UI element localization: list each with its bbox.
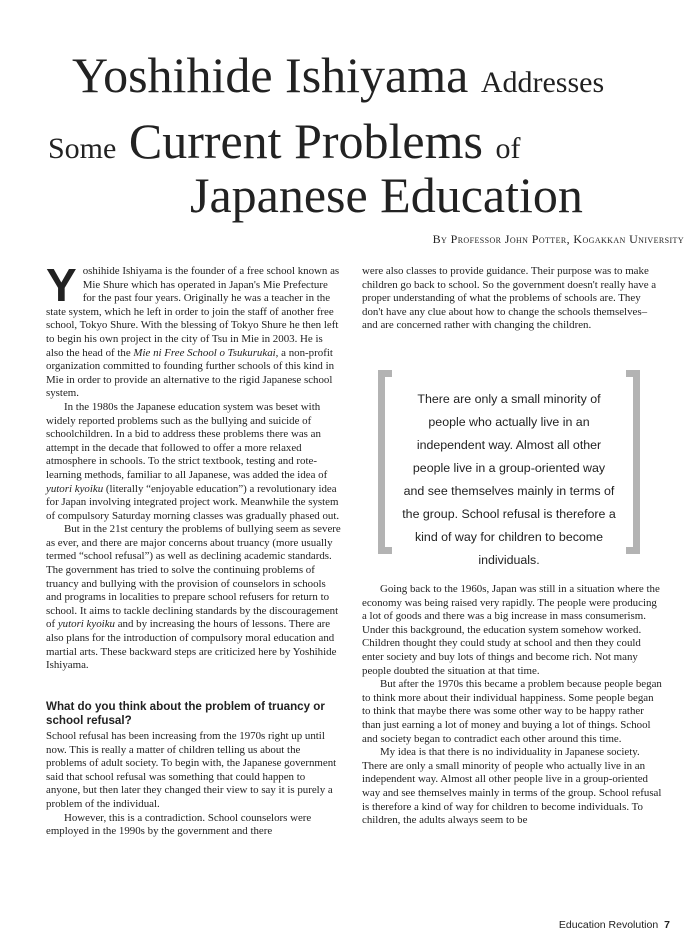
paragraph-individuality: My idea is that there is no individuality in Japanese society. There are only a small minority of people who actually live in an independent way. Almost all other people live in a group-oriented way and see themselves mainly in terms of the group. School refusal is therefore a kind of way for children to become individuals. To children, the adults always seem to be: [362, 746, 662, 827]
right-column-top: [362, 265, 662, 333]
interview-question: What do you think about the problem of truancy or school refusal?: [46, 700, 325, 727]
paragraph-21st-century: But in the 21st century the problems of bullying seem as severe as ever, and there are major concerns about truancy (more usually termed “school refusal”) as well as declining academic standards. The government has tried to solve the continuing problems of truancy and bullying with the provision of counselors in schools and programs in localities to prepare school refusers for return to school. It aims to tackle declining standards by the discouragement of yutori kyoiku and by increasing the hours of lessons. There are also plans for the introduction of compulsory moral education and martial arts. These backward steps are criticized here by Yoshihide Ishiyama.: [46, 523, 341, 672]
continued-paragraph: were also classes to provide guidance. Their purpose was to make children go back to school. So the government doesn't really have a proper understanding of what the problems of schools are. They don't have any clue about how to change the schools themselves–and are concerned rather with changing the children.: [362, 265, 657, 332]
left-bracket: [378, 370, 392, 554]
right-bracket: [626, 370, 640, 554]
intro-paragraph: Yoshihide Ishiyama is the founder of a free school known as Mie Shure which has operated in Japan's Mie Prefecture for the past four years. Originally he was a teacher in the state system, which he left in order to join the staff of another free school, Tokyo Shure. With the blessing of Tokyo Shure he then left to begin his own project in the city of Tsu in Mie in 2003. He is also the head of the Mie ni Free School o Tsukurukai, a non-profit organization committed to founding further schools of this kind in Mie in order to provide an alternative to the rigid Japanese school system.: [46, 259, 340, 400]
title-line-3: Japanese Education: [190, 167, 583, 223]
answer-paragraph-2: However, this is a contradiction. School counselors were employed in the 1990s by the government and there: [46, 811, 312, 838]
publication-name: Education Revolution: [558, 919, 659, 931]
pull-quote-text: There are only a small minority of people who actually live in an independent way. Almost all other people live in a group-oriented way and see themselves mainly in terms of the group. School refusal is therefore a kind of way for children to become individuals.: [402, 392, 616, 567]
answer-paragraph-1: School refusal has been increasing from the 1970s right up until now. This is really a matter of children telling us about the problems of adult society. To begin with, the Japanese government said that school refusal was something that could happen to anyone, but then later they changed their view to say it is purely a problem of the individual.: [46, 730, 337, 810]
page-number: 7: [664, 919, 670, 931]
left-column-top: [46, 259, 342, 673]
paragraph-1960s: Going back to the 1960s, Japan was still in a situation where the economy was being raised very rapidly. The people were producing a lot of goods and there was a big increase in mass consumerism. Under this background, the education system somehow worked. Children thought they could study at school and then they could enter society and buy lots of things and become rich. Not many people doubted the situation at that time.: [362, 583, 660, 677]
title-name: Yoshihide Ishiyama: [72, 47, 469, 103]
pull-quote: [378, 370, 640, 567]
title-line-1: [72, 47, 700, 103]
title-current-problems: Current Problems: [128, 113, 483, 169]
byline: By Professor John Potter, Kogakkan University: [432, 232, 684, 246]
paragraph-1980s: In the 1980s the Japanese education system was beset with widely reported problems such as the bullying and suicide of schoolchildren. In a bid to address these problems there was an attempt in the decade that followed to offer a more relaxed atmosphere in schools. To the strict textbook, testing and rote-learning methods, familiar to all Japanese, was added the idea of yutori kyoiku (literally “enjoyable education”) a revolutionary idea for Japan involving integrated project work. Meanwhile the system of compulsory Saturday morning classes was gradually phased out.: [46, 400, 340, 522]
right-column-bottom: [362, 583, 662, 828]
drop-cap: Y: [46, 259, 77, 311]
title-addresses: Addresses: [480, 66, 605, 99]
title-of: of: [495, 132, 521, 165]
paragraph-1970s: But after the 1970s this became a problem because people began to think more about their individual happiness. Some people began to think that maybe there was some other way to be happy rather than just earning a lot of money and buying a lot of things. School and society began to contradict each other around this time.: [362, 678, 662, 745]
title-line-2: [48, 113, 700, 169]
organization-name: Mie ni Free School o Tsukurukai,: [133, 346, 279, 359]
page-footer: [559, 919, 670, 931]
title-some: Some: [48, 132, 117, 165]
left-column-bottom: [46, 700, 342, 839]
